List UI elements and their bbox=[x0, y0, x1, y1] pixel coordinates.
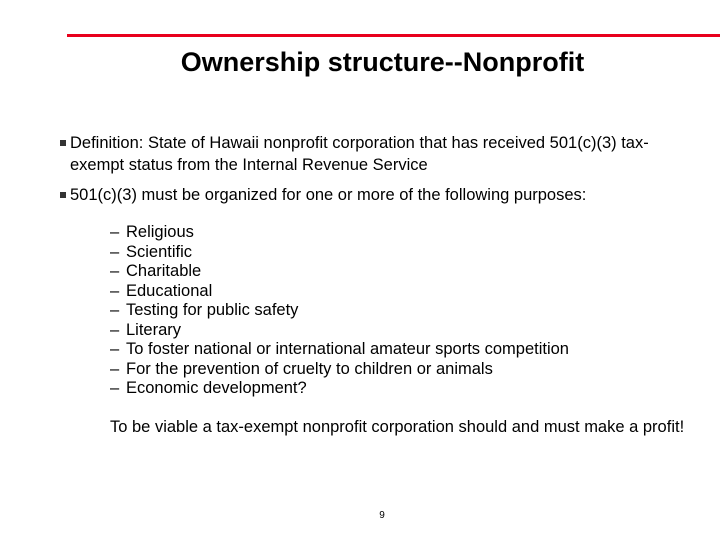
purpose-item-literary bbox=[110, 321, 569, 341]
square-bullet-icon bbox=[60, 140, 66, 146]
dash-marker: – bbox=[110, 379, 120, 397]
purpose-item-religious bbox=[110, 223, 569, 243]
purpose-item-educational bbox=[110, 282, 569, 302]
purpose-text: For the prevention of cruelty to children or animals bbox=[126, 359, 493, 378]
purpose-item-testing bbox=[110, 301, 569, 321]
purpose-item-sports bbox=[110, 340, 569, 360]
purpose-text: Economic development? bbox=[126, 379, 307, 397]
purpose-item-scientific bbox=[110, 243, 569, 263]
purpose-text: To foster national or international amateur sports competition bbox=[126, 340, 569, 358]
purposes-list bbox=[110, 223, 569, 399]
bullet-purposes-text: 501(c)(3) must be organized for one or more of the following purposes: bbox=[70, 186, 587, 204]
slide-title: Ownership structure--Nonprofit bbox=[180, 47, 585, 77]
dash-marker: – bbox=[110, 359, 120, 378]
dash-marker: – bbox=[110, 301, 120, 319]
purpose-text: Educational bbox=[126, 281, 213, 300]
bullet-purposes bbox=[60, 184, 700, 206]
dash-marker: – bbox=[110, 340, 120, 358]
purpose-text: Scientific bbox=[126, 242, 193, 261]
purpose-item-charitable bbox=[110, 262, 569, 282]
purpose-item-economic-development bbox=[110, 379, 569, 399]
dash-marker: – bbox=[110, 281, 120, 300]
dash-marker: – bbox=[110, 242, 120, 261]
purpose-text: Literary bbox=[126, 320, 182, 339]
dash-marker: – bbox=[110, 262, 120, 280]
bullet-definition-text: Definition: State of Hawaii nonprofit corporation that has received 501(c)(3) tax-exempt status from the Internal Revenue Service bbox=[70, 134, 649, 174]
dash-marker: – bbox=[110, 320, 120, 339]
purpose-text: Testing for public safety bbox=[126, 301, 299, 319]
bullet-definition bbox=[60, 132, 700, 176]
dash-marker: – bbox=[110, 223, 120, 241]
purpose-item-cruelty-prevention bbox=[110, 360, 569, 380]
conclusion-text: To be viable a tax-exempt nonprofit corporation should and must make a profit! bbox=[110, 418, 685, 436]
purpose-text: Religious bbox=[126, 223, 194, 241]
purpose-text: Charitable bbox=[126, 262, 202, 280]
top-accent-rule bbox=[67, 34, 720, 37]
page-number: 9 bbox=[379, 510, 385, 521]
square-bullet-icon bbox=[60, 192, 66, 198]
